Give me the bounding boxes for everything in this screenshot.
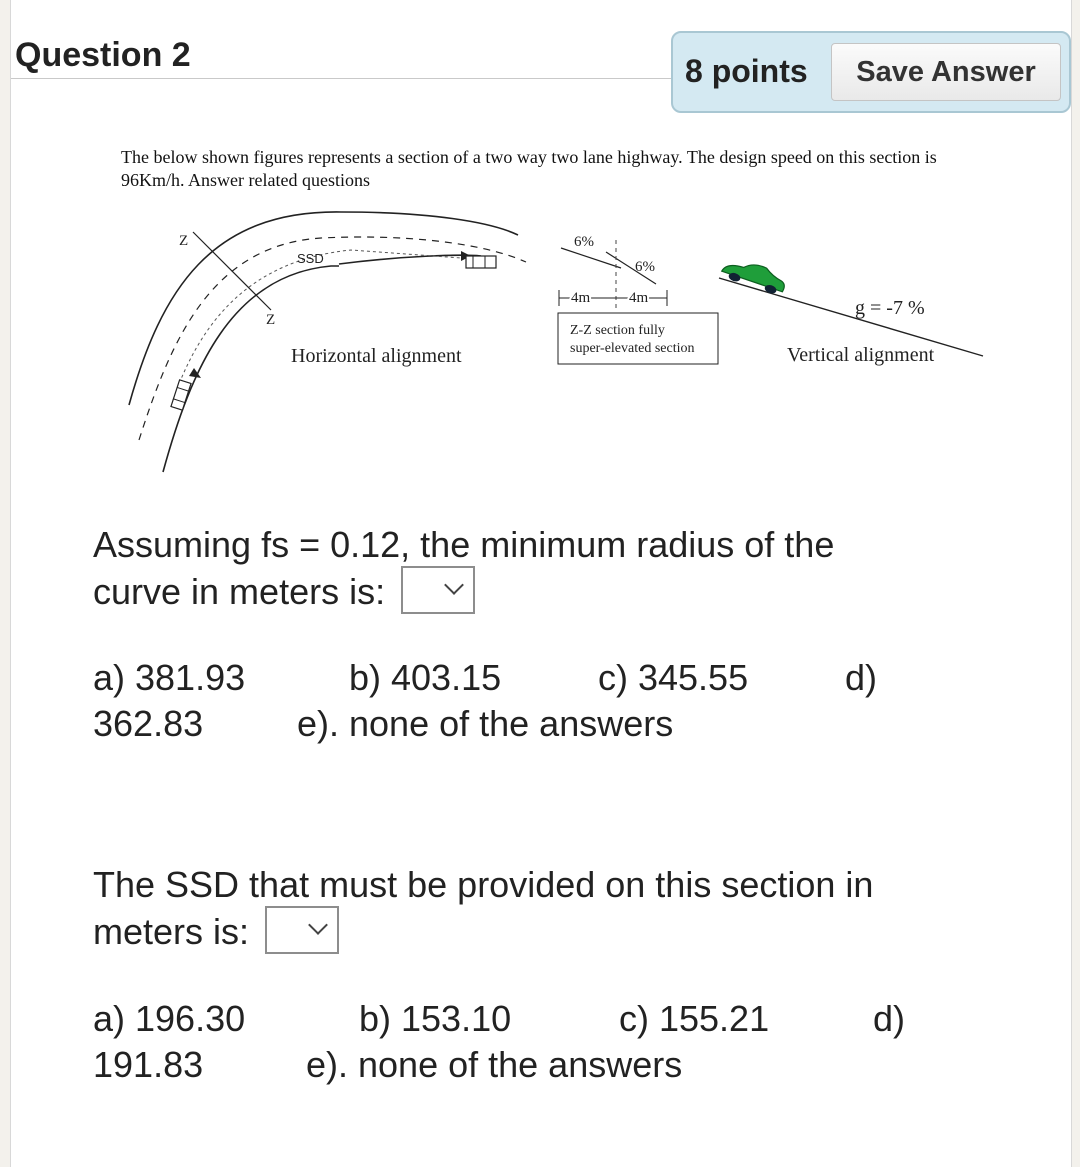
superelevation-left-label: 6% [574,234,594,250]
question-1-line2: curve in meters is: [93,571,386,612]
option-d-label: d) [873,998,906,1039]
section-caption-box [558,313,718,364]
option-c: c) 345.55 [598,657,749,698]
highway-figure [101,200,1001,490]
grade-label: g = -7 % [855,297,925,319]
question-page [10,0,1072,1167]
question-title: Question 2 [15,36,191,74]
vertical-caption: Vertical alignment [787,344,935,366]
ssd-label: SSD [297,251,324,266]
question-1-text [93,521,993,618]
z-top-label: Z [179,233,189,249]
points-label: 8 points [685,53,808,89]
option-a: a) 196.30 [93,998,246,1039]
lane-left-width: 4m [571,290,591,306]
car-icon [466,256,496,268]
option-e: e). none of the answers [306,1044,683,1085]
question-intro-text: The below shown figures represents a section of a two way two lane highway. The design speed on this section is 96Km/h. Answer related questions [121,147,937,190]
z-bottom-label: Z [266,312,276,328]
answer-1-dropdown[interactable] [401,566,475,614]
lane-right-width: 4m [629,290,649,306]
question-2-line2: meters is: [93,911,250,952]
title-divider [11,78,681,79]
superelevation-right-label: 6% [635,259,655,275]
question-1-line2-row [93,568,993,618]
option-a: a) 381.93 [93,657,246,698]
question-2-line2-row [93,908,993,958]
question-2-line1: The SSD that must be provided on this section in [93,864,874,905]
option-e: e). none of the answers [297,703,674,744]
road-inner-edge-right [339,255,481,264]
road-inner-edge [163,266,339,472]
points-panel [671,31,1071,113]
question-2-text [93,861,993,958]
option-d-value: 191.83 [93,1044,204,1085]
section-caption-line2: super-elevated section [570,341,695,356]
save-answer-button[interactable]: Save Answer [831,43,1061,101]
question-1-options [93,655,993,755]
question-1-line1: Assuming fs = 0.12, the minimum radius of the [93,524,835,565]
section-left-slope [561,248,621,268]
chevron-down-icon [444,576,464,596]
option-d-value: 362.83 [93,703,204,744]
option-b: b) 403.15 [349,657,502,698]
chevron-down-icon [308,916,328,936]
car-icon [720,255,789,296]
option-c: c) 155.21 [619,998,770,1039]
question-2-options [93,996,993,1096]
option-b: b) 153.10 [359,998,512,1039]
ssd-sight-line [173,250,461,400]
answer-2-dropdown[interactable] [265,906,339,954]
horizontal-caption: Horizontal alignment [291,345,462,367]
section-caption-line1: Z-Z section fully [570,323,665,338]
option-d-label: d) [845,657,878,698]
